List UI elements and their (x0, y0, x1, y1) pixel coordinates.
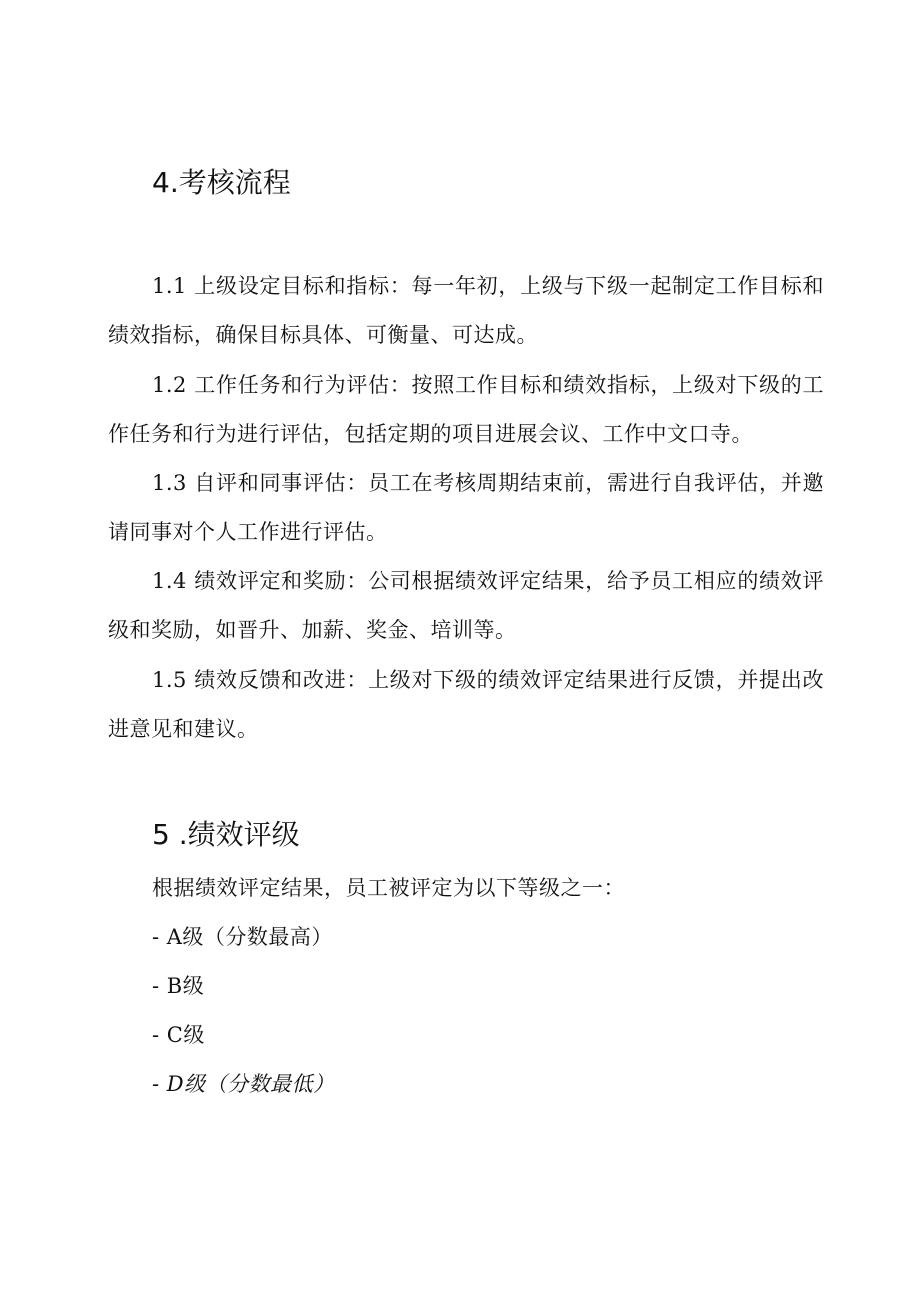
process-step-4: 1.4 绩效评定和奖励：公司根据绩效评定结果，给予员工相应的绩效评级和奖励，如晋升、加薪、奖金、培训等。 (108, 569, 824, 642)
process-step-3: 1.3 自评和同事评估：员工在考核周期结束前，需进行自我评估，并邀请同事对个人工作进行评估。 (108, 471, 824, 544)
process-step-2: 1.2 工作任务和行为评估：按照工作目标和绩效指标，上级对下级的工作任务和行为进行评估，包括定期的项目进展会议、工作中文口寺。 (108, 373, 824, 446)
grade-item-c: - C级 (152, 1023, 205, 1047)
grade-item-b: - B级 (152, 974, 205, 998)
grade-item-a: - A级（分数最高） (152, 925, 333, 949)
section-4-heading: 4.考核流程 (152, 166, 291, 199)
process-step-5: 1.5 绩效反馈和改进：上级对下级的绩效评定结果进行反馈，并提出改进意见和建议。 (108, 668, 824, 741)
grade-item-d: - D级（分数最低） (152, 1072, 335, 1096)
section-5-heading: 5 .绩效评级 (152, 818, 300, 851)
process-step-1: 1.1 上级设定目标和指标：每一年初，上级与下级一起制定工作目标和绩效指标，确保目标具体、可衡量、可达成。 (108, 274, 824, 347)
grading-intro: 根据绩效评定结果，员工被评定为以下等级之一： (152, 876, 625, 900)
